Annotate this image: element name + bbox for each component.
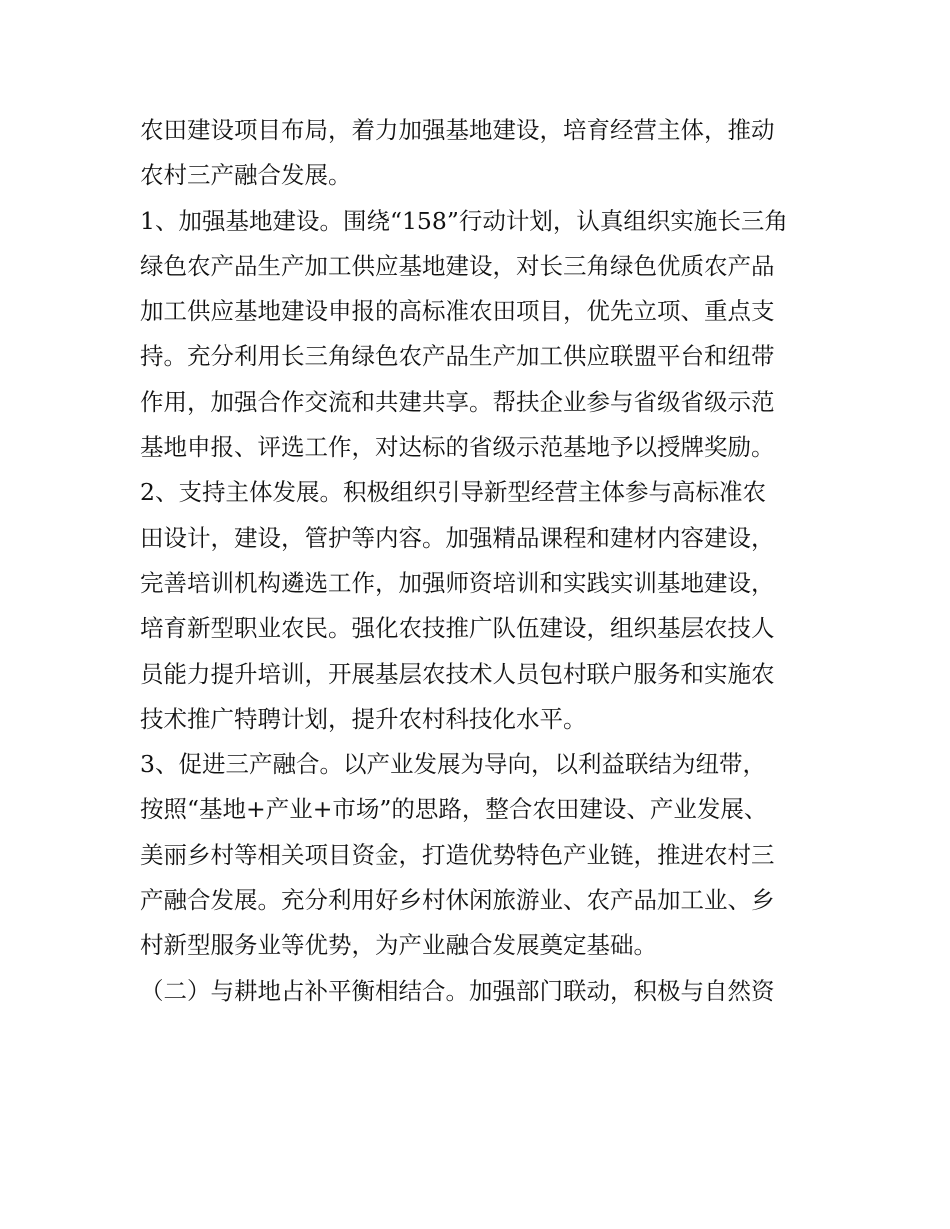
text-line: 村新型服务业等优势，为产业融合发展奠定基础。 [140, 931, 657, 960]
text-line: 2、支持主体发展。积极组织引导新型经营主体参与高标准农 [140, 478, 766, 507]
text-line: （二）与耕地占补平衡相结合。加强部门联动，积极与自然资 [140, 976, 775, 1005]
text-line: 基地申报、评选工作，对达标的省级示范基地予以授牌奖励。 [140, 433, 775, 462]
text-line: 按照“基地+产业+市场”的思路，整合农田建设、产业发展、 [140, 795, 768, 824]
text-line: 3、促进三产融合。以产业发展为导向，以利益联结为纽带， [140, 750, 766, 779]
text-line: 田设计，建设，管护等内容。加强精品课程和建材内容建设， [140, 523, 775, 552]
text-line: 技术推广特聘计划，提升农村科技化水平。 [140, 704, 587, 733]
text-line: 加工供应基地建设申报的高标准农田项目，优先立项、重点支 [140, 297, 775, 326]
text-line: 员能力提升培训，开展基层农技术人员包村联户服务和实施农 [140, 659, 775, 688]
text-line: 1、加强基地建设。围绕“158”行动计划，认真组织实施长三角 [140, 206, 788, 235]
text-line: 农村三产融合发展。 [140, 161, 352, 190]
body-text [140, 108, 820, 1014]
text-line: 农田建设项目布局，着力加强基地建设，培育经营主体，推动 [140, 116, 775, 144]
text-line: 持。充分利用长三角绿色农产品生产加工供应联盟平台和纽带 [140, 342, 775, 371]
text-line: 完善培训机构遴选工作，加强师资培训和实践实训基地建设， [140, 568, 775, 597]
text-line: 作用，加强合作交流和共建共享。帮扶企业参与省级省级示范 [140, 387, 775, 416]
text-line: 培育新型职业农民。强化农技推广队伍建设，组织基层农技人 [140, 614, 775, 643]
text-line: 绿色农产品生产加工供应基地建设，对长三角绿色优质农产品 [140, 251, 775, 280]
text-line: 产融合发展。充分利用好乡村休闲旅游业、农产品加工业、乡 [140, 886, 775, 915]
text-line: 美丽乡村等相关项目资金，打造优势特色产业链，推进农村三 [140, 840, 775, 869]
